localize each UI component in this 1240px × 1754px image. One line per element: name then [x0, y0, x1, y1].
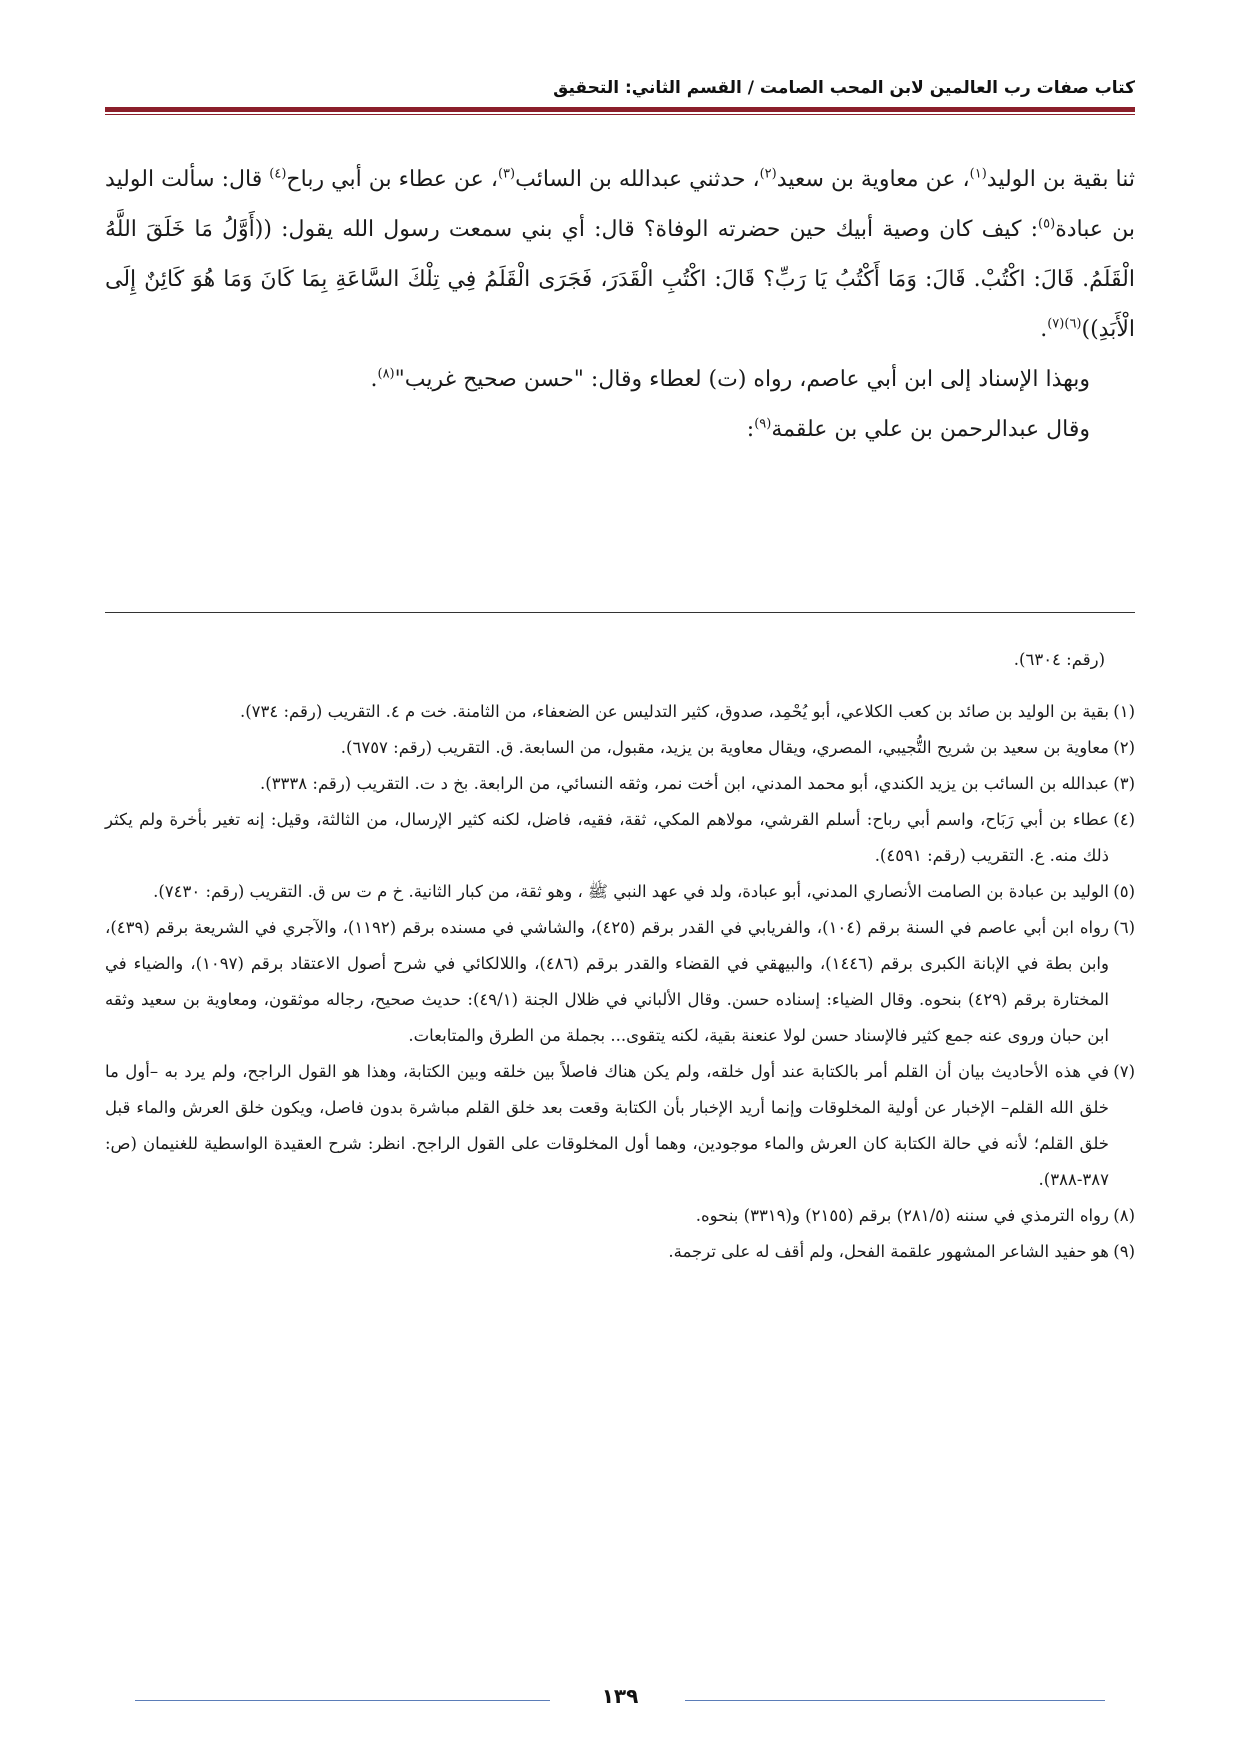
- footnote-9: (٩) هو حفيد الشاعر المشهور علقمة الفحل، ولم أقف له على ترجمة.: [668, 1242, 1135, 1261]
- footnote-8: (٨) رواه الترمذي في سننه (٢٨١/٥) برقم (٢١٥٥) و(٣٣١٩) بنحوه.: [695, 1206, 1135, 1225]
- footnote-ref-2[interactable]: (٢): [759, 166, 777, 182]
- paragraph-3: وقال عبدالرحمن بن علي بن علقمة$^{(٩)}$:: [746, 416, 1090, 442]
- running-header: كتاب صفات رب العالمين لابن المحب الصامت / القسم الثاني: التحقيق: [553, 78, 1135, 98]
- footnote-ref-5[interactable]: (٥): [1038, 216, 1056, 232]
- footnote-ref-1[interactable]: (١): [969, 166, 987, 182]
- footer-rule-left: [135, 1700, 550, 1701]
- footnote-7: (٧) في هذه الأحاديث بيان أن القلم أمر بالكتابة عند أول خلقه، ولم يكن هناك فاصلاً بين خلقه وبين الكتابة، وهذا هو القول الراجح، ولم يرد به –أول ما خلق الله القلم– الإخبار عن أولية المخلوقات وإنما أريد الإخبار بأن الكتابة وقعت بعد خلق القلم مباشرة بدون فاصل، ويكون خلق العرش والماء قبل خلق القلم؛ لأنه في حالة الكتابة كان العرش والماء موجودين، وهما أول المخلوقات على القول الراجح. انظر: شرح العقيدة الواسطية للغنيمان (ص: ٣٨٧-٣٨٨).: [105, 1062, 1135, 1189]
- footnote-ref-3[interactable]: (٣): [497, 166, 516, 182]
- footnote-2: (٢) معاوية بن سعيد بن شريح التُّجيبي، المصري، ويقال معاوية بن يزيد، مقبول، من السابعة. ق. التقريب (رقم: ٦٧٥٧).: [340, 738, 1135, 757]
- footnote-4: (٤) عطاء بن أبي رَبَاح، واسم أبي رباح: أسلم القرشي، مولاهم المكي، ثقة، فقيه، فاضل، لكنه كثير الإرسال، من الثالثة، وقيل: إنه تغير بأخرة ولم يكثر ذلك منه. ع. التقريب (رقم: ٤٥٩١).: [105, 810, 1135, 865]
- footnote-separator: [105, 612, 1135, 613]
- footnote-3: (٣) عبدالله بن السائب بن يزيد الكندي، أبو محمد المدني، ابن أخت نمر، وثقه النسائي، من الرابعة. بخ د ت. التقريب (رقم: ٣٣٣٨).: [260, 774, 1135, 793]
- main-text: [105, 155, 1135, 455]
- header-rule-thick: [105, 107, 1135, 112]
- footnote-ref-6-7[interactable]: (٦)(٧): [1047, 316, 1082, 332]
- paragraph-1: ثنا بقية بن الوليد$^{(١)}$، عن معاوية بن سعيد$^{(٢)}$، حدثني عبدالله بن السائب$^{(٣)}$، عن عطاء بن أبي رباح$^{(٤)}$ قال: سألت الوليد بن عبادة$^{(٥)}$: كيف كان وصية أبيك حين حضرته الوفاة؟ قال: أي بني سمعت رسول الله يقول: ((أَوَّلُ مَا خَلَقَ اللَّهُ الْقَلَمُ. قَالَ: اكْتُبْ. قَالَ: وَمَا أَكْتُبُ يَا رَبِّ؟ قَالَ: اكْتُبِ الْقَدَرَ، فَجَرَى الْقَلَمُ فِي تِلْكَ السَّاعَةِ بِمَا كَانَ وَمَا هُوَ كَائِنٌ إِلَى الْأَبَدِ))$^{(٦)(٧)}$.: [105, 166, 1135, 342]
- footnote-continuation: (رقم: ٦٣٠٤).: [1013, 649, 1105, 669]
- footnote-ref-4[interactable]: (٤): [269, 166, 287, 182]
- footnote-1: (١) بقية بن الوليد بن صائد بن كعب الكلاعي، أبو يُحْمِد، صدوق، كثير التدليس عن الضعفاء، من الثامنة. خت م ٤. التقريب (رقم: ٧٣٤).: [239, 702, 1135, 721]
- footnote-5: (٥) الوليد بن عبادة بن الصامت الأنصاري المدني، أبو عبادة، ولد في عهد النبي ﷺ ، وهو ثقة، من كبار الثانية. خ م ت س ق. التقريب (رقم: ٧٤٣٠).: [153, 882, 1135, 901]
- footnotes: [105, 625, 1135, 1270]
- paragraph-2: وبهذا الإسناد إلى ابن أبي عاصم، رواه (ت) لعطاء وقال: "حسن صحيح غريب"$^{(٨)}$.: [370, 366, 1090, 392]
- page-number: ١٣٩: [601, 1684, 639, 1708]
- header-rule-thin: [105, 114, 1135, 115]
- footer-rule-right: [685, 1700, 1105, 1701]
- footnote-ref-9[interactable]: (٩): [754, 416, 772, 432]
- footnote-6: (٦) رواه ابن أبي عاصم في السنة برقم (١٠٤)، والفريابي في القدر برقم (٤٢٥)، والشاشي في مسنده برقم (١١٩٢)، والآجري في الشريعة برقم (٤٣٩)، وابن بطة في الإبانة الكبرى برقم (١٤٤٦)، والبيهقي في القضاء والقدر برقم (٤٨٦)، واللالكائي في شرح أصول الاعتقاد برقم (١٠٩٧)، والضياء في المختارة برقم (٤٢٩) بنحوه. وقال الضياء: إسناده حسن. وقال الألباني في ظلال الجنة (٤٩/١): حديث صحيح، رجاله موثقون، ومعاوية بن سعيد وثقه ابن حبان وروى عنه جمع كثير فالإسناد حسن لولا عنعنة بقية، لكنه يتقوى... بجملة من الطرق والمتابعات.: [105, 918, 1135, 1045]
- footnote-ref-8[interactable]: (٨): [377, 366, 395, 382]
